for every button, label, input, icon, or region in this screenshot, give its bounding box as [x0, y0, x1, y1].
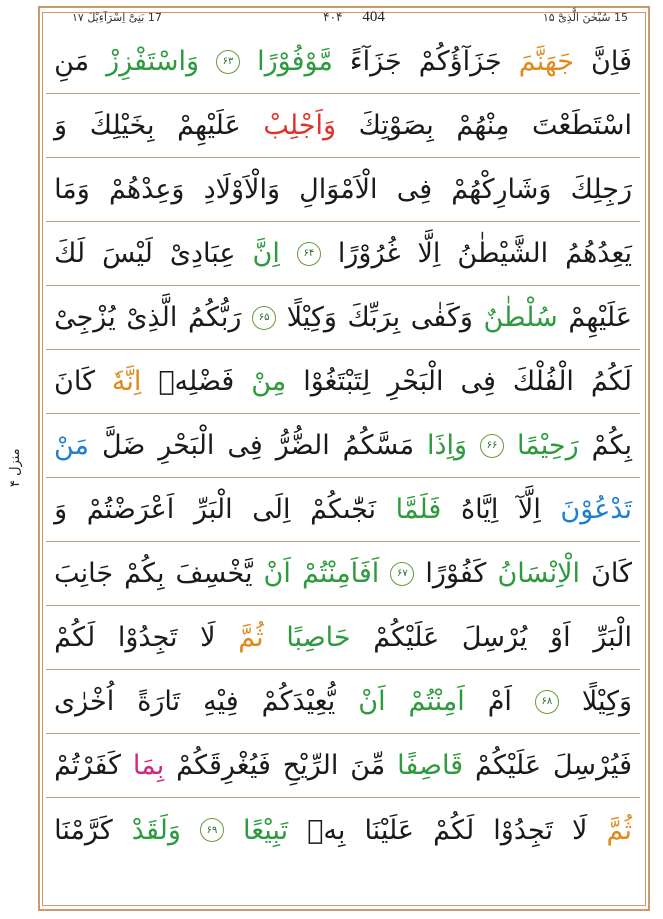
ayah-marker-icon: ۶۹	[200, 818, 224, 842]
ayah-marker-icon: ۶۴	[297, 242, 321, 266]
word: سُلْطٰنٌ	[483, 302, 558, 333]
word: فِيْهِ	[203, 686, 239, 717]
word: يُرْسِلَ	[461, 622, 528, 653]
word: ثُمَّ	[606, 814, 632, 846]
word: لَكَ	[54, 238, 86, 269]
text-line	[46, 94, 640, 158]
ayah-marker-icon: ۶۷	[390, 562, 414, 586]
word: بِمَا	[132, 750, 165, 781]
word: وَلَقَدْ	[131, 814, 181, 846]
word: مَسَّكُمُ	[342, 430, 415, 461]
manzil-marker: منزل ۴	[8, 448, 23, 488]
word: قَاصِفًا	[397, 750, 464, 781]
text-line	[46, 606, 640, 670]
word: عَلَيْهِمْ	[568, 302, 632, 333]
ayah-marker-icon: ۶۸	[535, 690, 559, 714]
text-line	[46, 30, 640, 94]
word: كَرَّمْنَا	[54, 814, 113, 846]
word: اِنَّهٗ	[111, 366, 142, 397]
word: كَانَ	[54, 366, 95, 397]
word: الْاَمْوَالِ	[299, 174, 378, 205]
word: تَجِدُوْا	[117, 622, 178, 653]
word: فَيُغْرِقَكُمْ	[176, 750, 271, 781]
text-line	[46, 478, 640, 542]
word: اَوْ	[550, 622, 571, 653]
ayah-marker-icon: ۶۳	[216, 50, 240, 74]
juz-label: 17 بَنِیْٓ اِسْرَآءِیْلَ ۱۷	[72, 11, 162, 24]
page-number: 404	[362, 9, 385, 25]
word: لَا	[200, 622, 216, 653]
word: بِكُمْ	[591, 430, 632, 461]
word: الَّذِىْ	[126, 302, 178, 333]
word: الضُّرُّ	[275, 430, 330, 461]
text-line	[46, 542, 640, 606]
word: تَبِيْعًا	[243, 814, 289, 846]
word: عَلَيْكُمْ	[373, 622, 440, 653]
word: فِى	[396, 174, 433, 205]
word: وَكِيْلًا	[286, 302, 337, 333]
text-line	[46, 286, 640, 350]
word: مَنِ	[54, 46, 90, 77]
word: فَلَمَّا	[395, 494, 442, 525]
word: الرِّيْحِ	[282, 750, 339, 781]
word: اَفَاَمِنْتُمْ	[301, 558, 380, 589]
word: لَكُمُ	[590, 366, 632, 397]
word: اَعْرَضْتُمْ	[86, 494, 175, 525]
word: وَاسْتَفْزِزْ	[106, 46, 200, 77]
word: رَجِلِكَ	[570, 174, 632, 205]
word: اِنَّ	[252, 238, 280, 269]
text-line	[46, 158, 640, 222]
word: عَلَيْكُمْ	[475, 750, 542, 781]
text-line	[46, 798, 640, 862]
word: اَمْ	[487, 686, 512, 717]
word: وَمَا	[54, 174, 90, 205]
word: مِنْ	[251, 366, 287, 397]
word: تَدْعُوْنَ	[560, 494, 632, 525]
word: وَ	[54, 494, 68, 525]
word: كَفَرْتُمْ	[54, 750, 121, 781]
word: فِى	[460, 366, 496, 397]
word: الْبَرِّ	[193, 494, 233, 525]
word: وَ	[54, 110, 68, 141]
word: يُّعِيْدَكُمْ	[261, 686, 336, 717]
word: تَارَةً	[137, 686, 181, 717]
word: جَزَآؤُكُمْ	[418, 46, 502, 77]
word: مَنْ	[54, 430, 90, 461]
text-lines	[46, 30, 640, 862]
word: وَكَفٰى	[410, 302, 473, 333]
word: اَنْ	[358, 686, 386, 717]
word: كَفُوْرًا	[425, 558, 487, 589]
word: وَاِذَا	[427, 430, 468, 461]
word: الْاِنْسَانُ	[497, 558, 581, 589]
word: فَاِنَّ	[591, 46, 632, 77]
word: يُزْجِىْ	[54, 302, 116, 333]
ayah-marker-icon: ۶۶	[480, 434, 504, 458]
word: وَاَجْلِبْ	[263, 110, 337, 141]
word: فِى	[227, 430, 263, 461]
page-header	[44, 8, 644, 30]
word: وَعِدْهُمْ	[108, 174, 185, 205]
page-number-urdu: ۴۰۴	[323, 10, 343, 24]
word: بِكُمْ	[124, 558, 165, 589]
word: تَجِدُوْا	[493, 814, 553, 846]
ayah-marker-icon: ۶۵	[252, 306, 276, 330]
word: لَا	[572, 814, 588, 846]
word: عَلَيْهِمْ	[177, 110, 241, 141]
word: عِبَادِىْ	[169, 238, 236, 269]
word: وَالْاَوْلَادِ	[203, 174, 280, 205]
surah-label: 15 سُبْحٰنَ الَّذِیْٓ ۱۵	[542, 11, 628, 24]
word: جَهَنَّمَ	[518, 46, 574, 77]
page-number-group	[274, 9, 434, 26]
word: بِصَوْتِكَ	[358, 110, 434, 141]
word: الْفُلْكَ	[512, 366, 574, 397]
word: الْبَحْرِ	[387, 366, 444, 397]
word: فَضْلِهٖ	[158, 366, 235, 397]
word: اِلَّا	[417, 238, 441, 269]
text-line	[46, 414, 640, 478]
word: جَزَآءً	[349, 46, 402, 77]
word: عَلَيْنَا	[364, 814, 415, 846]
word: حَاصِبًا	[286, 622, 351, 653]
text-line	[46, 222, 640, 286]
word: بِهٖ	[307, 814, 346, 846]
text-line	[46, 670, 640, 734]
word: اَنْ	[263, 558, 291, 589]
word: اسْتَطَعْتَ	[532, 110, 632, 141]
word: فَيُرْسِلَ	[552, 750, 632, 781]
word: اِلَى	[252, 494, 291, 525]
word: الْبَحْرِ	[158, 430, 215, 461]
word: نَجّٰىكُمْ	[310, 494, 377, 525]
word: اِيَّاهُ	[460, 494, 499, 525]
word: كَانَ	[591, 558, 632, 589]
word: لَكُمْ	[54, 622, 96, 653]
word: الْبَرِّ	[593, 622, 632, 653]
word: وَشَارِكْهُمْ	[451, 174, 552, 205]
word: اِلَّآ	[517, 494, 541, 525]
word: لِتَبْتَغُوْا	[303, 366, 371, 397]
word: ضَلَّ	[101, 430, 146, 461]
word: غُرُوْرًا	[337, 238, 401, 269]
text-line	[46, 734, 640, 798]
word: بِرَبِّكَ	[347, 302, 401, 333]
word: مِّنَ	[350, 750, 386, 781]
word: رَبُّكُمُ	[188, 302, 242, 333]
word: وَكِيْلًا	[581, 686, 632, 717]
word: ثُمَّ	[238, 622, 264, 653]
word: الشَّيْطٰنُ	[457, 238, 549, 269]
word: يَّخْسِفَ	[175, 558, 253, 589]
word: يَعِدُهُمُ	[565, 238, 632, 269]
word: اُخْرٰى	[54, 686, 115, 717]
word: جَانِبَ	[54, 558, 114, 589]
word: بِخَيْلِكَ	[89, 110, 155, 141]
word: رَحِيْمًا	[516, 430, 579, 461]
word: لَكُمْ	[433, 814, 475, 846]
word: مَّوْفُوْرًا	[257, 46, 333, 77]
word: لَيْسَ	[102, 238, 153, 269]
word: مِنْهُمْ	[456, 110, 510, 141]
text-line	[46, 350, 640, 414]
word: اَمِنْتُمْ	[408, 686, 465, 717]
